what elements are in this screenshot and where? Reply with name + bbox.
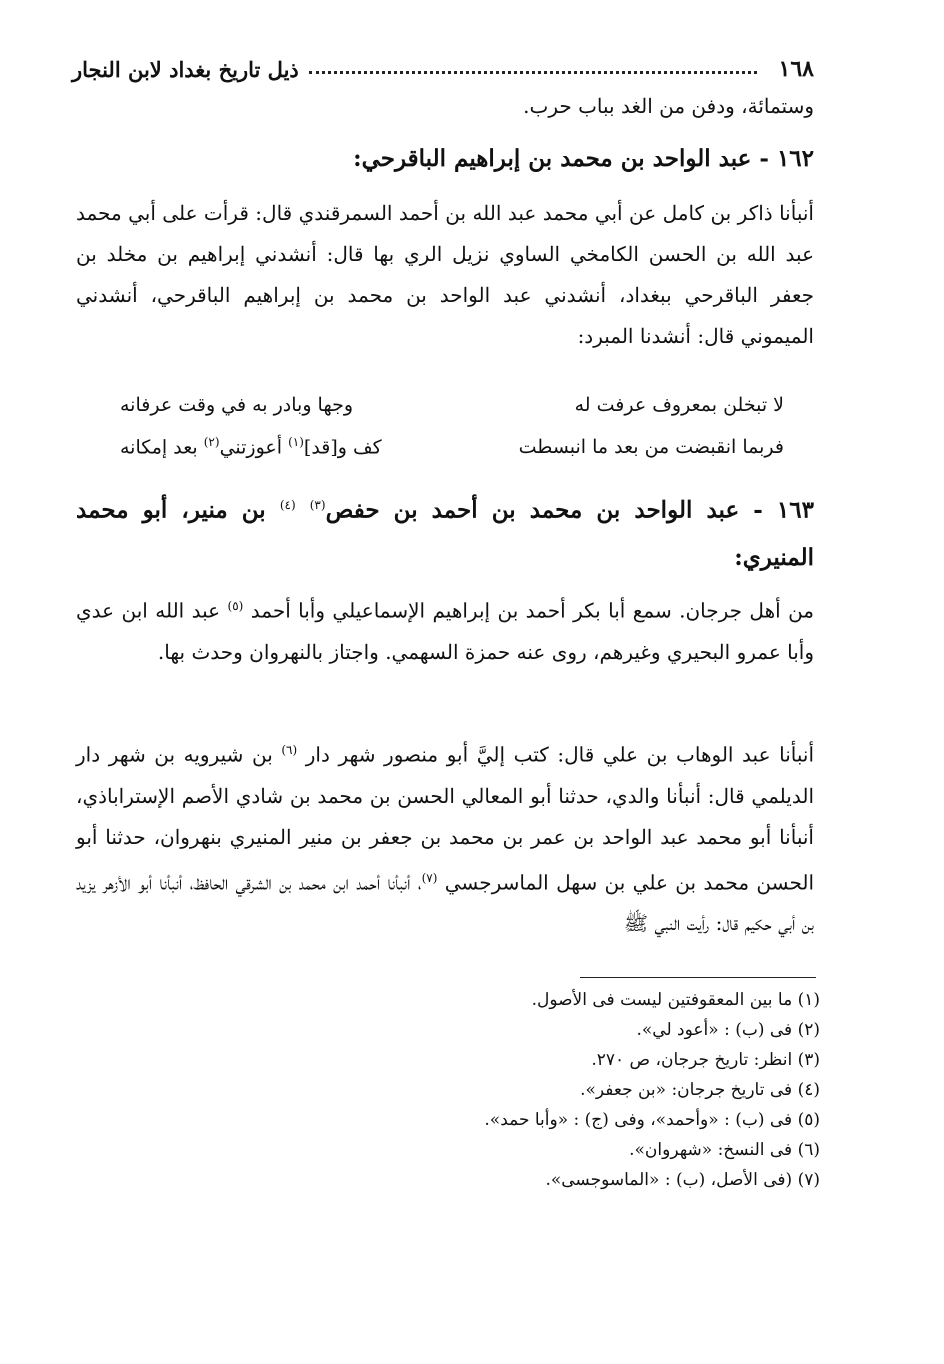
paragraph-text: بن شيرويه بن شهر دار الديلمي قال: أنبأنا والدي، حدثنا أبو المعالي الحسن بن محمد بن شادي الأصم الإستراباذي، أنبأنا أبو محمد عبد الواحد بن عمر بن محمد بن جعفر بن منير المنيري بنهروان، حدثنا أبو الحسن محمد بن علي بن سهل الماسرجسي <box>76 742 815 895</box>
poem-verses <box>120 384 784 468</box>
paragraph-text: أنبأنا عبد الوهاب بن علي قال: كتب إليَّ أبو منصور شهر دار <box>305 742 815 767</box>
verse-text: كف و[قد] <box>303 436 382 459</box>
verse-text: أعوزتني <box>219 436 283 459</box>
running-title: ذيل تاريخ بغداد لابن النجار <box>72 57 299 82</box>
verse-hemistich: فربما انقبضت من بعد ما انبسطت <box>518 436 784 458</box>
footnotes <box>260 985 820 1195</box>
footnote: (٦) فى النسخ: «شهروان». <box>629 1140 820 1160</box>
entry-162-paragraph: أنبأنا ذاكر بن كامل عن أبي محمد عبد الله بن أحمد السمرقندي قال: قرأت على أبي محمد عبد الله بن الحسن الكامخي الساوي نزيل الري بها قال: أنشدني إبراهيم بن مخلد بن جعفر الباقرحي ببغداد، أنشدني عبد الواحد بن محمد بن إبراهيم الباقرحي، أنشدني الميموني قال: أنشدنا المبرد: <box>76 201 814 348</box>
footnote: (١) ما بين المعقوفتين ليست فى الأصول. <box>531 990 820 1010</box>
footnote-marker: (٥) <box>227 599 244 613</box>
footnote-marker: (٤) <box>279 498 296 512</box>
verse-line <box>120 426 784 468</box>
heading-text: ١٦٣ - عبد الواحد بن محمد بن أحمد بن حفص <box>325 496 814 524</box>
footnote-marker: (٦) <box>281 743 298 757</box>
footnote-marker: (١) <box>288 435 304 450</box>
verse-hemistich <box>120 435 382 458</box>
paragraph-text: عبد الله ابن عدي وأبا عمرو البحيري وغيرهم، روى عنه حمزة السهمي. واجتاز بالنهروان وحدث بها. <box>76 598 814 664</box>
paragraph-text: ، أنبأنا أحمد ابن محمد بن الشرقي الحافظ، أنبأنا أبو الأزهر يزيد بن أبي حكيم قال: رأيت النبي ﷺ <box>76 870 814 936</box>
footnote-marker: (٣) <box>309 498 326 512</box>
footnote: (٥) فى (ب) : «وأحمد»، وفى (ج) : «وأبا حمد». <box>484 1110 820 1130</box>
footnote: (٢) فى (ب) : «أعود لي». <box>636 1020 820 1040</box>
intro-line: وستمائة، ودفن من الغد بباب حرب. <box>523 94 814 118</box>
page-header <box>72 42 814 82</box>
footnote: (٧) (فى الأصل، (ب) : «الماسوجسى». <box>545 1170 820 1190</box>
page-number: ١٦٨ <box>778 56 814 82</box>
header-dotted-leader <box>309 71 757 74</box>
entry-163-paragraph-2 <box>76 730 814 944</box>
footnote-marker: (٧) <box>421 870 438 885</box>
footnote: (٤) فى تاريخ جرجان: «بن جعفر». <box>580 1080 820 1100</box>
footnote: (٣) انظر: تاريخ جرجان، ص ٢٧٠. <box>591 1050 820 1070</box>
verse-hemistich: لا تبخلن بمعروف عرفت له <box>574 394 784 416</box>
entry-163-heading <box>76 482 814 581</box>
heading-text: بن منير، أبو محمد المنيري: <box>76 496 814 571</box>
verse-line <box>120 384 784 426</box>
verse-hemistich: وجها وبادر به في وقت عرفانه <box>120 394 354 416</box>
entry-163-paragraph-1 <box>76 586 814 673</box>
paragraph-text: من أهل جرجان. سمع أبا بكر أحمد بن إبراهيم الإسماعيلي وأبا أحمد <box>250 598 815 623</box>
footnote-separator <box>580 977 816 978</box>
entry-162-heading: ١٦٢ - عبد الواحد بن محمد بن إبراهيم الباقرحي: <box>353 145 814 172</box>
verse-text: بعد إمكانه <box>120 436 198 459</box>
footnote-marker: (٢) <box>203 435 220 450</box>
